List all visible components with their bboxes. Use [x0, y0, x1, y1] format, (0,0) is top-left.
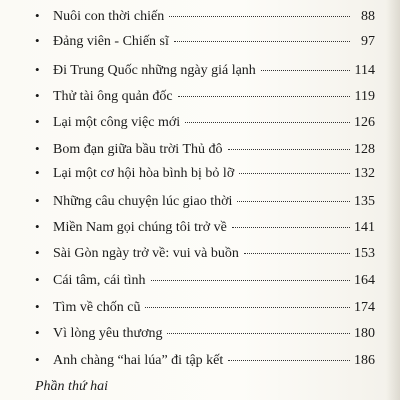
section-heading: Phần thứ hai — [35, 379, 108, 394]
toc-entry — [35, 112, 375, 132]
toc-entry-title: Thử tài ông quản đốc — [53, 89, 173, 104]
toc-entry-page: 180 — [354, 326, 375, 341]
bullet-icon: • — [35, 299, 40, 314]
toc-entry — [35, 31, 375, 51]
toc-entry-page: 141 — [354, 220, 375, 235]
bullet-icon: • — [35, 33, 40, 48]
dot-leader — [228, 360, 350, 361]
toc-entry — [35, 6, 375, 26]
toc-entry-title: Sài Gòn ngày trở về: vui và buồn — [53, 246, 239, 261]
toc-entry — [35, 270, 375, 290]
toc-entry-title: Những câu chuyện lúc giao thời — [53, 194, 233, 209]
toc-entry — [35, 139, 375, 159]
bullet-icon: • — [35, 114, 40, 129]
toc-entry-title: Vì lòng yêu thương — [53, 326, 163, 341]
toc-entry — [35, 350, 375, 370]
dot-leader — [237, 201, 350, 202]
toc-entry-page: 88 — [361, 9, 375, 24]
dot-leader — [244, 253, 350, 254]
bullet-icon: • — [35, 245, 40, 260]
toc-entry-page: 135 — [354, 194, 375, 209]
toc-entry-page: 128 — [354, 142, 375, 157]
toc-entry-title: Miền Nam gọi chúng tôi trở về — [53, 220, 227, 235]
toc-entry — [35, 191, 375, 211]
toc-entry-page: 119 — [354, 89, 375, 104]
dot-leader — [151, 280, 350, 281]
toc-entry — [35, 323, 375, 343]
toc-entry-title: Tìm về chốn cũ — [53, 300, 141, 315]
toc-entry-page: 114 — [354, 63, 375, 78]
dot-leader — [174, 41, 350, 42]
toc-entry — [35, 297, 375, 317]
dot-leader — [185, 122, 350, 123]
toc-entry-title: Lại một công việc mới — [53, 115, 181, 130]
bullet-icon: • — [35, 141, 40, 156]
bullet-icon: • — [35, 219, 40, 234]
dot-leader — [167, 333, 350, 334]
dot-leader — [232, 227, 350, 228]
toc-entry — [35, 60, 375, 80]
toc-entry-title: Anh chàng “hai lúa” đi tập kết — [53, 353, 224, 368]
toc-entry-title: Cái tâm, cái tình — [53, 273, 146, 288]
bullet-icon: • — [35, 352, 40, 367]
dot-leader — [261, 70, 350, 71]
dot-leader — [178, 96, 350, 97]
toc-entry-page: 153 — [354, 246, 375, 261]
toc-entry-title: Đi Trung Quốc những ngày giá lạnh — [53, 63, 256, 78]
dot-leader — [145, 307, 350, 308]
toc-entry-page: 174 — [354, 300, 375, 315]
bullet-icon: • — [35, 325, 40, 340]
toc-entry-title: Bom đạn giữa bầu trời Thủ đô — [53, 142, 223, 157]
toc-entry — [35, 86, 375, 106]
toc-entry-title: Lại một cơ hội hòa bình bị bỏ lỡ — [53, 166, 235, 181]
bullet-icon: • — [35, 8, 40, 23]
toc-entry-page: 186 — [354, 353, 375, 368]
bullet-icon: • — [35, 272, 40, 287]
bullet-icon: • — [35, 62, 40, 77]
toc-entry — [35, 243, 375, 263]
toc-entry — [35, 163, 375, 183]
toc-entry-title: Nuôi con thời chiến — [53, 9, 165, 24]
toc-entry-page: 132 — [354, 166, 375, 181]
toc-entry-title: Đảng viên - Chiến sĩ — [53, 34, 169, 49]
toc-entry-page: 97 — [361, 34, 375, 49]
bullet-icon: • — [35, 165, 40, 180]
toc-entry-page: 126 — [354, 115, 375, 130]
toc-entry — [35, 217, 375, 237]
dot-leader — [228, 149, 351, 150]
bullet-icon: • — [35, 88, 40, 103]
dot-leader — [239, 173, 350, 174]
toc-entry-page: 164 — [354, 273, 375, 288]
dot-leader — [169, 16, 350, 17]
bullet-icon: • — [35, 193, 40, 208]
page-gutter-shadow — [386, 0, 400, 400]
